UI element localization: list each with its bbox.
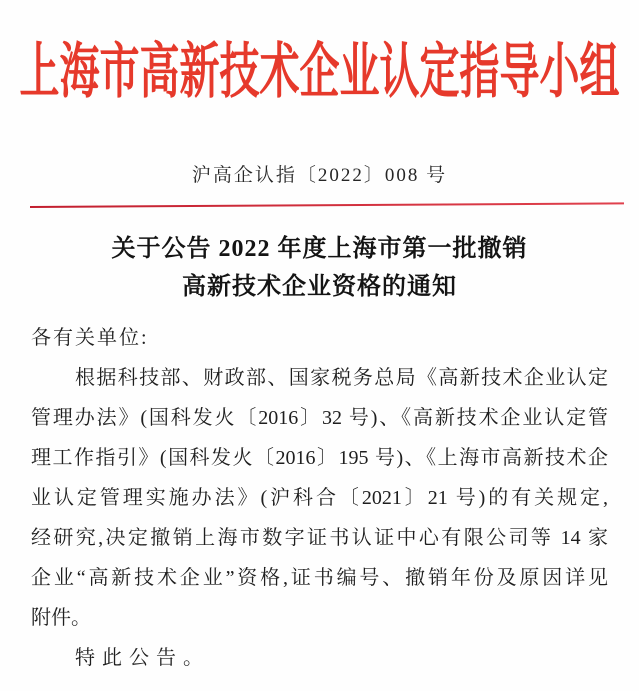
body-line-2: 管理办法》(国科发火〔2016〕32 号)、《高新技术企业认定管 [31,407,608,429]
body-line-5: 经研究,决定撤销上海市数字证书认证中心有限公司等 14 家 [31,527,608,549]
body-paragraph-end: 附件。 [31,607,91,629]
body-line-6: 企业“高新技术企业”资格,证书编号、撤销年份及原因详见 [31,567,608,589]
notice-body [31,318,608,678]
red-divider-line [30,202,624,208]
agency-title: 上海市高新技术企业认定指导小组 [19,38,620,106]
salutation: 各有关单位: [31,327,149,349]
notice-title-line2: 高新技术企业资格的通知 [182,274,457,300]
body-line-3: 理工作指引》(国科发火〔2016〕195 号)、《上海市高新技术企 [31,447,608,469]
body-line-1: 根据科技部、财政部、国家税务总局《高新技术企业认定 [75,367,608,389]
doc-number: 沪高企认指〔2022〕008 号 [191,165,448,186]
notice-title-line1: 关于公告 2022 年度上海市第一批撤销 [111,236,528,262]
closing-statement: 特此公告。 [75,647,210,669]
body-line-4: 业认定管理实施办法》(沪科合〔2021〕21 号)的有关规定, [31,487,608,509]
